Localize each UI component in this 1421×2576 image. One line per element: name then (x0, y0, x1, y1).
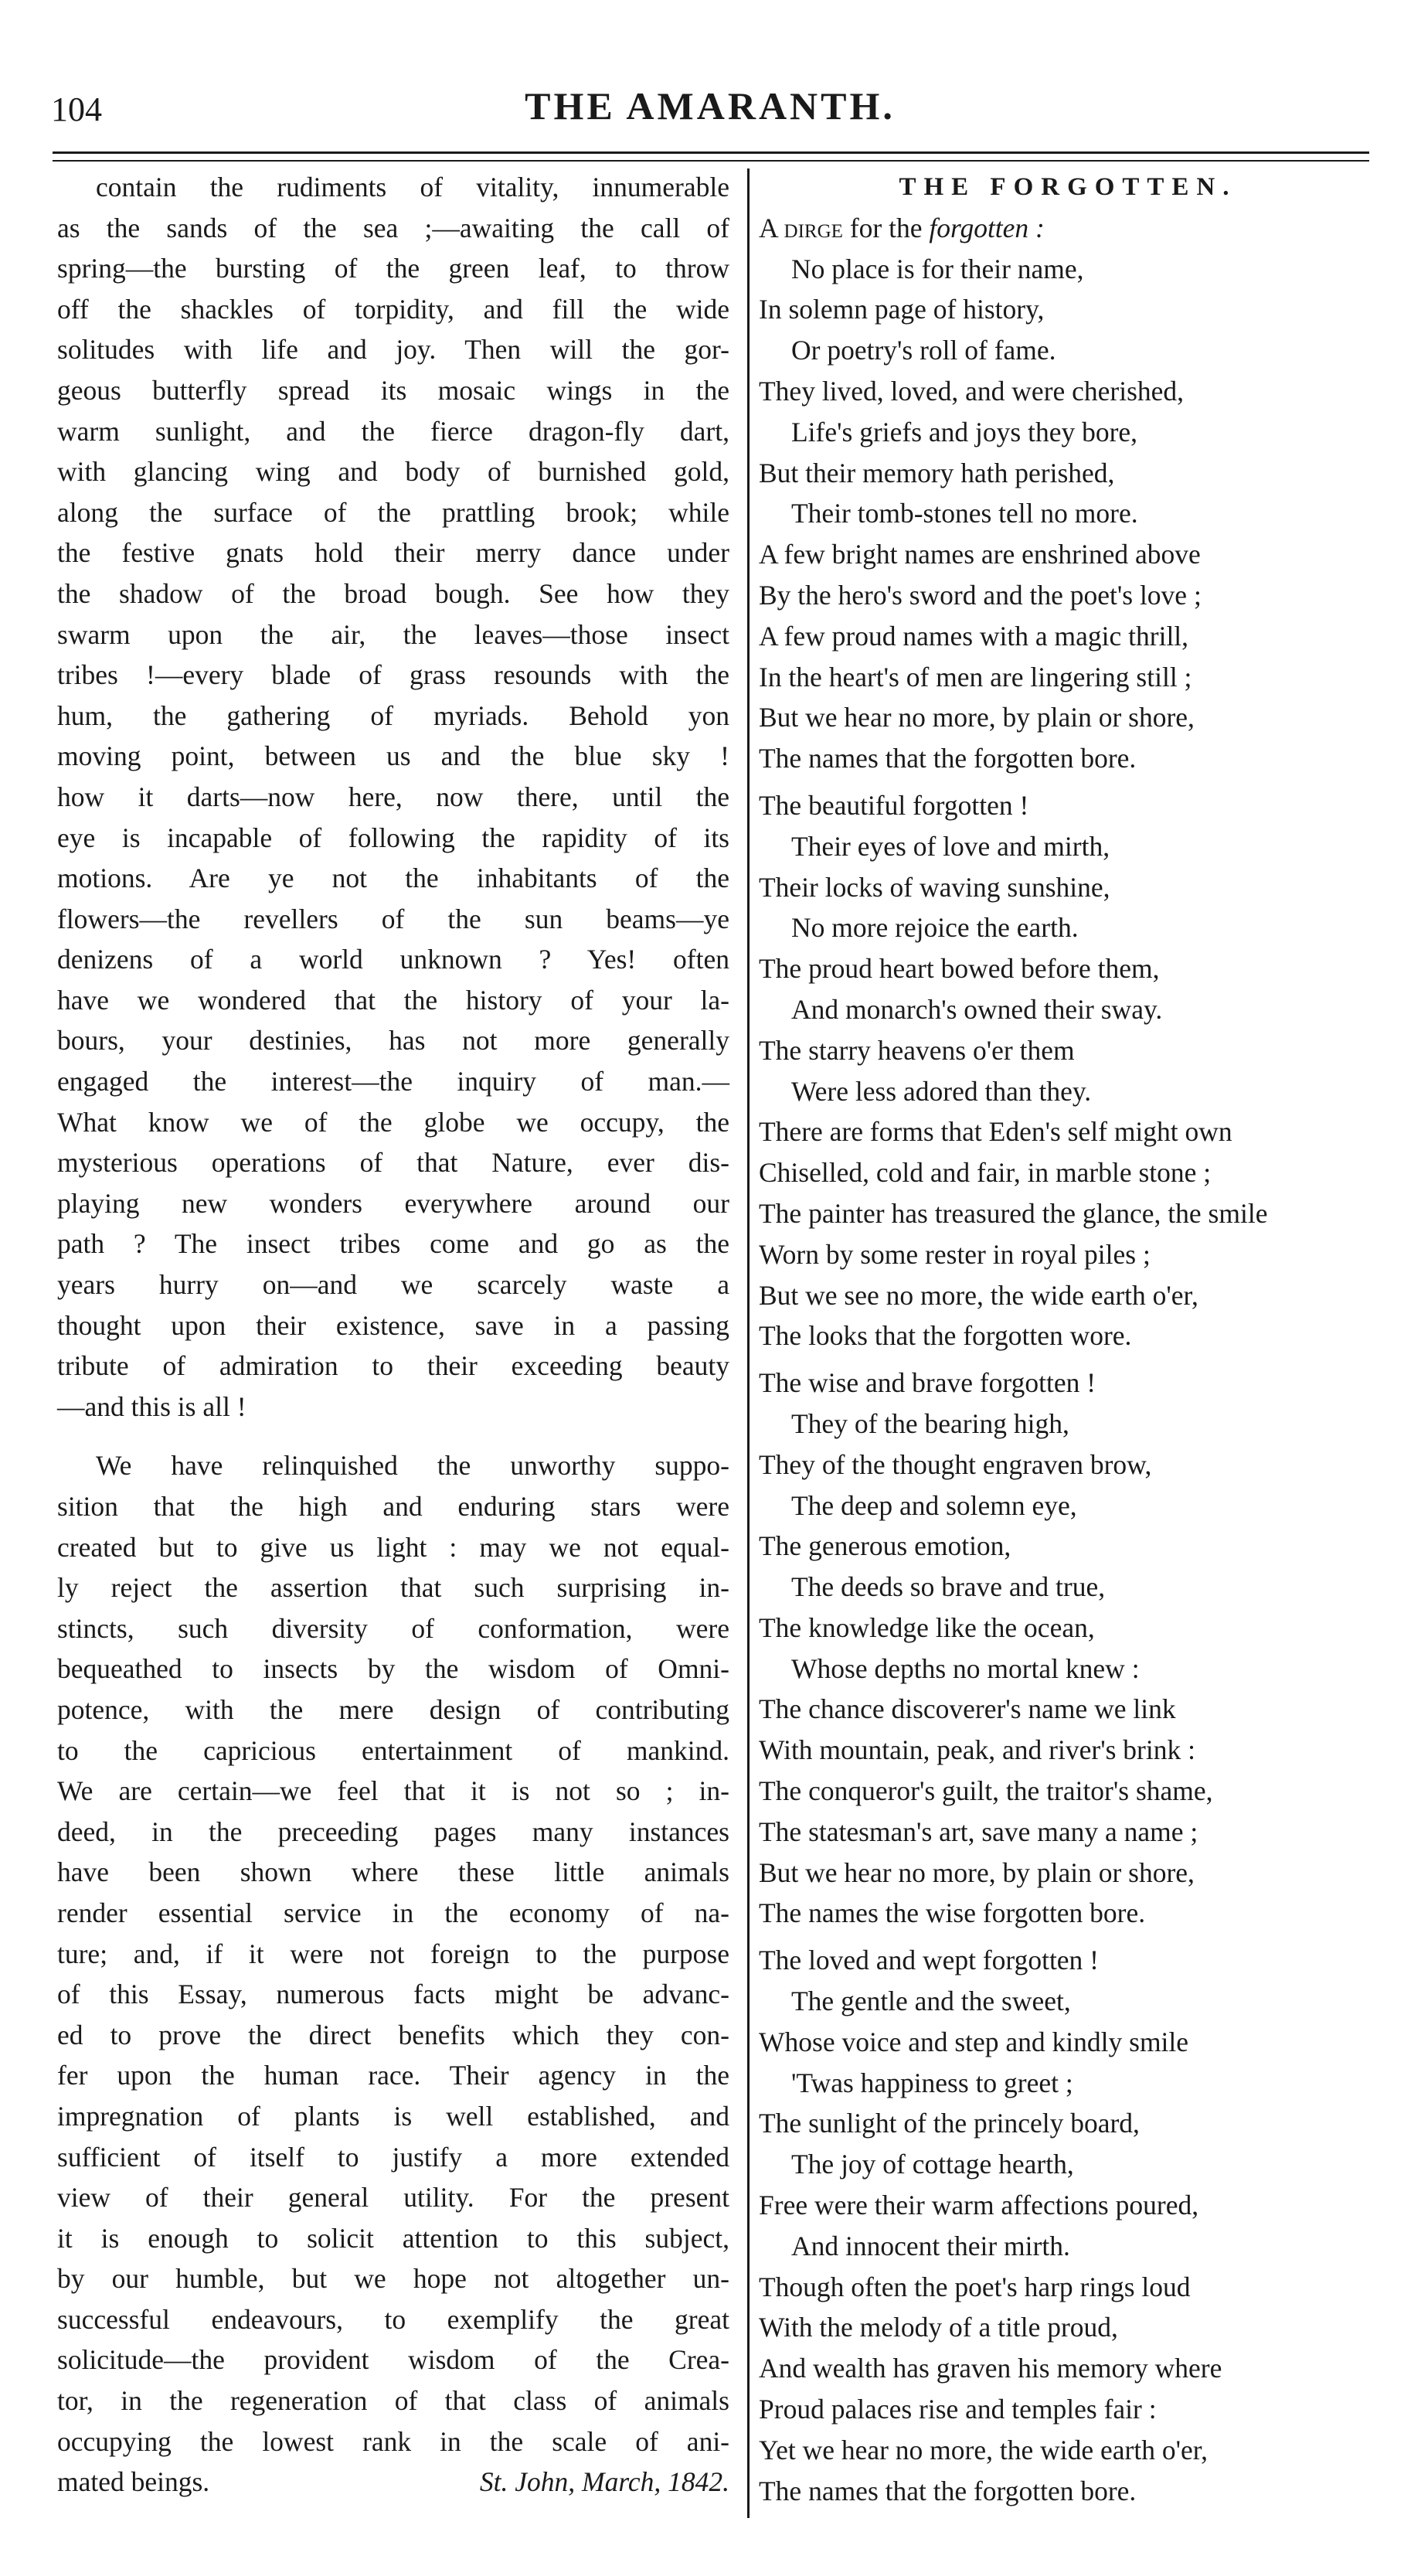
poem-line: The deeds so brave and true, (791, 1571, 1106, 1603)
poem-line: The names that the forgotten bore. (759, 743, 1137, 774)
poem-line: A few proud names with a magic thrill, (759, 620, 1189, 652)
essay-line: tor, in the regeneration of that class of animals (57, 2385, 729, 2417)
poem-line: No more rejoice the earth. (791, 912, 1079, 944)
essay-line: hum, the gathering of myriads. Behold yon (57, 699, 729, 731)
poem-line: Free were their warm affections poured, (759, 2190, 1199, 2221)
poem-line: And monarch's owned their sway. (791, 993, 1163, 1025)
header-rule (53, 151, 1369, 154)
poem-line: The beautiful forgotten ! (759, 789, 1029, 821)
essay-line: off the shackles of torpidity, and fill the wide (57, 293, 729, 325)
stanza-gap (759, 1934, 1377, 1940)
essay-line: of this Essay, numerous facts might be advanc- (57, 1979, 729, 2010)
poem-line: The knowledge like the ocean, (759, 1611, 1095, 1643)
essay-line: engaged the interest—the inquiry of man.— (57, 1066, 729, 1097)
essay-line: it is enough to solicit attention to this subject, (57, 2222, 729, 2254)
essay-line: to the capricious entertainment of mankind. (57, 1734, 729, 1766)
poem-intro-forgotten: forgotten : (929, 212, 1045, 243)
poem-line: 'Twas happiness to greet ; (791, 2067, 1073, 2098)
essay-line: fer upon the human race. Their agency in the (57, 2060, 729, 2091)
poem-line: The painter has treasured the glance, the smile (759, 1197, 1268, 1229)
essay-line: path ? The insect tribes come and go as the (57, 1228, 729, 1260)
page-number: 104 (51, 90, 102, 128)
poem-column (759, 167, 1377, 2511)
poem-line: The sunlight of the princely board, (759, 2108, 1140, 2139)
essay-line: flowers—the revellers of the sun beams—ye (57, 903, 729, 934)
essay-line (57, 2462, 729, 2503)
essay-line: stincts, such diversity of conformation, were (57, 1612, 729, 1644)
essay-line: ture; and, if it were not foreign to the purpose (57, 1938, 729, 1969)
poem-line: They of the bearing high, (791, 1407, 1069, 1439)
essay-line: by our humble, but we hope not altogether un- (57, 2263, 729, 2295)
paragraph-gap (57, 1427, 729, 1445)
running-title: THE AMARANTH. (525, 84, 896, 128)
poem-line: There are forms that Eden's self might own (759, 1116, 1232, 1148)
poem-line: The gentle and the sweet, (791, 1986, 1071, 2017)
poem-line: Life's griefs and joys they bore, (791, 416, 1138, 447)
poem-line: The conqueror's guilt, the traitor's shame, (759, 1775, 1213, 1807)
poem-line: The statesman's art, save many a name ; (759, 1815, 1198, 1847)
poem-line: Their tomb-stones tell no more. (791, 498, 1138, 529)
essay-line: with glancing wing and body of burnished gold, (57, 456, 729, 488)
essay-line: ly reject the assertion that such surprising in- (57, 1572, 729, 1604)
essay-line: playing new wonders everywhere around our (57, 1187, 729, 1219)
essay-line: What know we of the globe we occupy, the (57, 1106, 729, 1138)
essay-line: We have relinquished the unworthy suppo- (96, 1450, 729, 1482)
poem-line: Chiselled, cold and fair, in marble stone ; (759, 1157, 1212, 1189)
essay-line: warm sunlight, and the fierce dragon-fly dart, (57, 415, 729, 447)
poem-line: Were less adored than they. (791, 1075, 1092, 1107)
poem-line: The proud heart bowed before them, (759, 953, 1160, 985)
poem-line: With mountain, peak, and river's brink : (759, 1734, 1195, 1766)
poem-line: The names that the forgotten bore. (759, 2475, 1137, 2506)
essay-line: mysterious operations of that Nature, ever dis- (57, 1147, 729, 1179)
essay-line: how it darts—now here, now there, until the (57, 781, 729, 812)
poem-line: And innocent their mirth. (791, 2230, 1070, 2261)
essay-line: moving point, between us and the blue sky ! (57, 740, 729, 772)
poem-intro (759, 208, 1377, 249)
header-rule-thin (53, 160, 1369, 162)
essay-line: solicitude—the provident wisdom of the Crea- (57, 2344, 729, 2376)
essay-line: bequeathed to insects by the wisdom of Omni- (57, 1653, 729, 1685)
poem-line: And wealth has graven his memory where (759, 2353, 1222, 2384)
poem-line: But we hear no more, by plain or shore, (759, 1856, 1195, 1888)
essay-line: have been shown where these little animals (57, 1856, 729, 1888)
poem-line: They of the thought engraven brow, (759, 1448, 1152, 1480)
essay-column (57, 167, 729, 2503)
poem-line: They lived, loved, and were cherished, (759, 375, 1185, 407)
essay-line: have we wondered that the history of your la- (57, 984, 729, 1016)
poem-intro-for: for the (842, 212, 930, 243)
essay-line: tribute of admiration to their exceeding beauty (57, 1350, 729, 1382)
essay-line: thought upon their existence, save in a passing (57, 1309, 729, 1341)
essay-line: successful endeavours, to exemplify the great (57, 2303, 729, 2335)
poem-line: By the hero's sword and the poet's love ; (759, 579, 1202, 611)
page-header (51, 71, 1369, 141)
poem-line: No place is for their name, (791, 253, 1084, 284)
essay-signature: St. John, March, 1842. (479, 2466, 729, 2498)
essay-line: potence, with the mere design of contributing (57, 1693, 729, 1725)
essay-line: bours, your destinies, has not more generally (57, 1025, 729, 1057)
essay-line: ed to prove the direct benefits which they con- (57, 2019, 729, 2050)
poem-line: Yet we hear no more, the wide earth o'er, (759, 2434, 1209, 2465)
poem-line: The generous emotion, (759, 1530, 1011, 1562)
essay-line-text: mated beings. (57, 2466, 210, 2498)
poem-line: The looks that the forgotten wore. (759, 1320, 1132, 1352)
essay-line: as the sands of the sea ;—awaiting the call of (57, 212, 729, 243)
poem-line: A few bright names are enshrined above (759, 539, 1201, 570)
essay-line: eye is incapable of following the rapidity of its (57, 822, 729, 853)
essay-line: —and this is all ! (57, 1390, 246, 1422)
essay-line: impregnation of plants is well established, and (57, 2100, 729, 2132)
poem-line: But their memory hath perished, (759, 457, 1115, 488)
essay-line: contain the rudiments of vitality, innumerable (96, 172, 729, 202)
essay-line: swarm upon the air, the leaves—those insect (57, 618, 729, 650)
poem-line: Though often the poet's harp rings loud (759, 2271, 1191, 2302)
essay-line: solitudes with life and joy. Then will the gor- (57, 334, 729, 366)
poem-line: The joy of cottage hearth, (791, 2149, 1074, 2180)
essay-line: tribes !—every blade of grass resounds with the (57, 659, 729, 691)
essay-line: sition that the high and enduring stars were (57, 1491, 729, 1522)
poem-line: Their locks of waving sunshine, (759, 871, 1110, 903)
essay-line: the festive gnats hold their merry dance under (57, 537, 729, 569)
essay-line: motions. Are ye not the inhabitants of the (57, 863, 729, 894)
poem-line: Worn by some rester in royal piles ; (759, 1238, 1151, 1270)
essay-line: view of their general utility. For the present (57, 2182, 729, 2214)
column-divider (747, 168, 750, 2518)
poem-line: The names the wise forgotten bore. (759, 1897, 1146, 1929)
essay-line: render essential service in the economy of na- (57, 1897, 729, 1928)
poem-line: Whose depths no mortal knew : (791, 1652, 1140, 1684)
poem-line: But we hear no more, by plain or shore, (759, 702, 1195, 733)
essay-line: the shadow of the broad bough. See how they (57, 577, 729, 609)
essay-line: sufficient of itself to justify a more extended (57, 2141, 729, 2173)
essay-line: along the surface of the prattling brook; while (57, 496, 729, 528)
essay-line: denizens of a world unknown ? Yes! often (57, 944, 729, 975)
essay-line: geous butterfly spread its mosaic wings in the (57, 374, 729, 406)
essay-line: spring—the bursting of the green leaf, to throw (57, 253, 729, 284)
poem-line: In solemn page of history, (759, 294, 1045, 325)
poem-line: Their eyes of love and mirth, (791, 830, 1110, 862)
poem-line: Whose voice and step and kindly smile (759, 2026, 1189, 2057)
poem-line: Or poetry's roll of fame. (791, 335, 1056, 366)
poem-line: But we see no more, the wide earth o'er, (759, 1279, 1198, 1311)
poem-line: Proud palaces rise and temples fair : (759, 2394, 1157, 2425)
poem-line: The starry heavens o'er them (759, 1034, 1075, 1066)
essay-line: years hurry on—and we scarcely waste a (57, 1269, 729, 1301)
poem-line: The loved and wept forgotten ! (759, 1945, 1100, 1976)
essay-line: occupying the lowest rank in the scale of ani- (57, 2425, 729, 2457)
poem-line: With the melody of a title proud, (759, 2312, 1118, 2343)
poem-line: The deep and solemn eye, (791, 1489, 1077, 1521)
stanza-gap (759, 1356, 1377, 1363)
poem-line: The wise and brave forgotten ! (759, 1367, 1096, 1399)
essay-line: created but to give us light : may we not equal- (57, 1531, 729, 1563)
essay-line: We are certain—we feel that it is not so ; in- (57, 1775, 729, 1807)
essay-line: deed, in the preceeding pages many instances (57, 1815, 729, 1847)
poem-intro-dirge: A dirge (759, 212, 843, 243)
poem-line: The chance discoverer's name we link (759, 1693, 1176, 1725)
poem-title: THE FORGOTTEN. (899, 173, 1237, 201)
poem-line: In the heart's of men are lingering still ; (759, 661, 1192, 692)
stanza-gap (759, 779, 1377, 785)
